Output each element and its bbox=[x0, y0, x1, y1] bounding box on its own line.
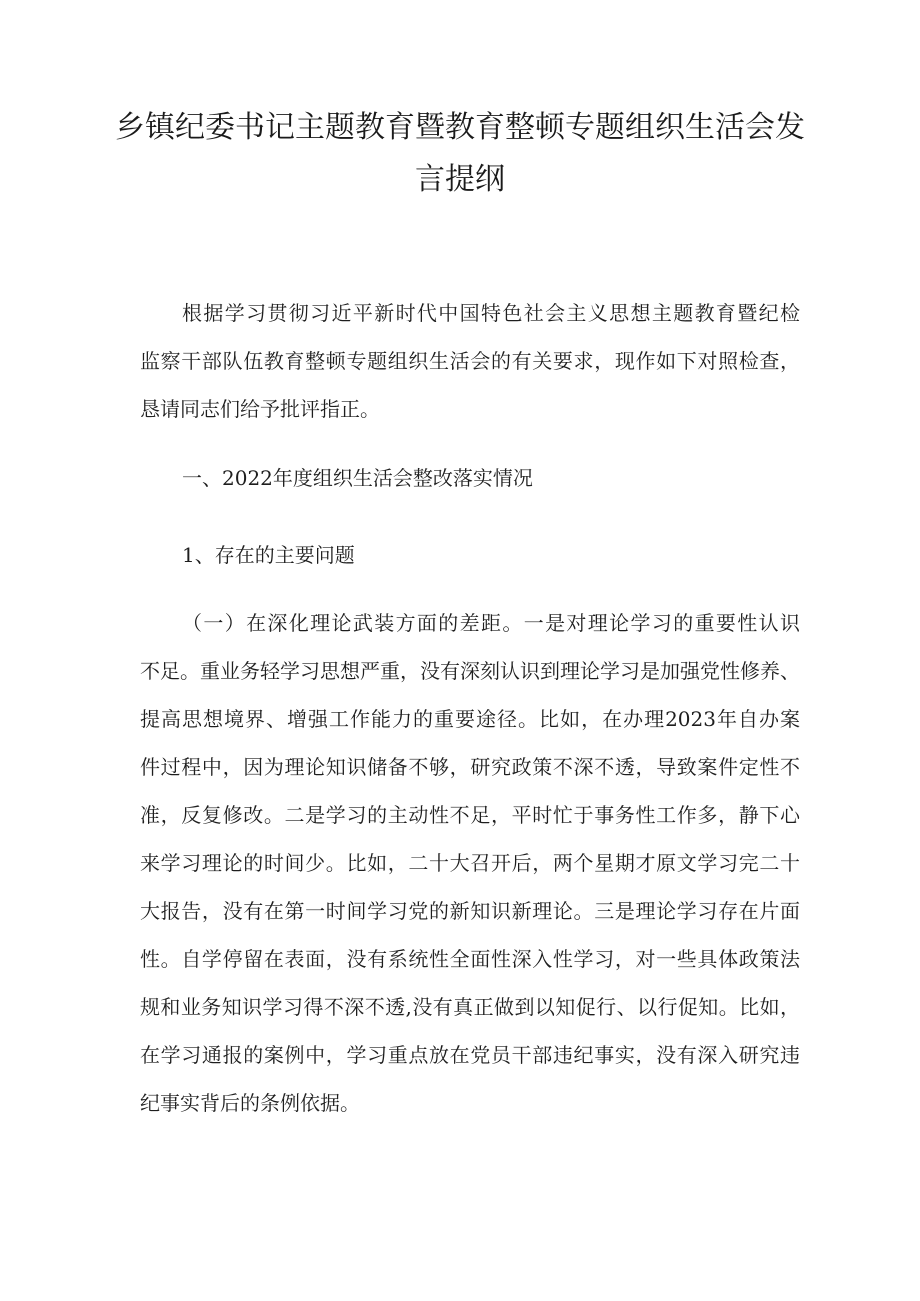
section-heading: 一、2022年度组织生活会整改落实情况 bbox=[182, 466, 533, 490]
paragraph-line: 恳请同志们给予批评指正。 bbox=[140, 397, 380, 421]
subsection-heading: 1、存在的主要问题 bbox=[182, 543, 355, 567]
paragraph-line: 纪事实背后的条例依据。 bbox=[140, 1091, 360, 1115]
intro-paragraph bbox=[140, 289, 800, 433]
paragraph-line: 准，反复修改。二是学习的主动性不足，平时忙于事务性工作多，静下心 bbox=[140, 803, 800, 827]
paragraph-line: 件过程中，因为理论知识储备不够，研究政策不深不透，导致案件定性不 bbox=[140, 755, 800, 779]
paragraph-line: 规和业务知识学习得不深不透,没有真正做到以知促行、以行促知。比如， bbox=[140, 995, 800, 1019]
paragraph-line: 根据学习贯彻习近平新时代中国特色社会主义思想主题教育暨纪检 bbox=[182, 301, 800, 325]
paragraph-line: （一）在深化理论武装方面的差距。一是对理论学习的重要性认识 bbox=[182, 611, 800, 635]
document-title bbox=[110, 102, 810, 206]
paragraph-line: 来学习理论的时间少。比如，二十大召开后，两个星期才原文学习完二十 bbox=[140, 851, 800, 875]
paragraph-line: 在学习通报的案例中，学习重点放在党员干部违纪事实，没有深入研究违 bbox=[140, 1043, 800, 1067]
paragraph-line: 提高思想境界、增强工作能力的重要途径。比如，在办理2023年自办案 bbox=[140, 707, 800, 731]
body-paragraph bbox=[140, 599, 800, 1127]
title-line: 乡镇纪委书记主题教育暨教育整顿专题组织生活会发 bbox=[115, 110, 805, 145]
paragraph-line: 大报告，没有在第一时间学习党的新知识新理论。三是理论学习存在片面 bbox=[140, 899, 800, 923]
title-line: 言提纲 bbox=[415, 162, 505, 197]
paragraph-line: 不足。重业务轻学习思想严重，没有深刻认识到理论学习是加强党性修养、 bbox=[140, 659, 800, 683]
paragraph-line: 性。自学停留在表面，没有系统性全面性深入性学习，对一些具体政策法 bbox=[140, 947, 800, 971]
paragraph-line: 监察干部队伍教育整顿专题组织生活会的有关要求，现作如下对照检查， bbox=[140, 349, 800, 373]
